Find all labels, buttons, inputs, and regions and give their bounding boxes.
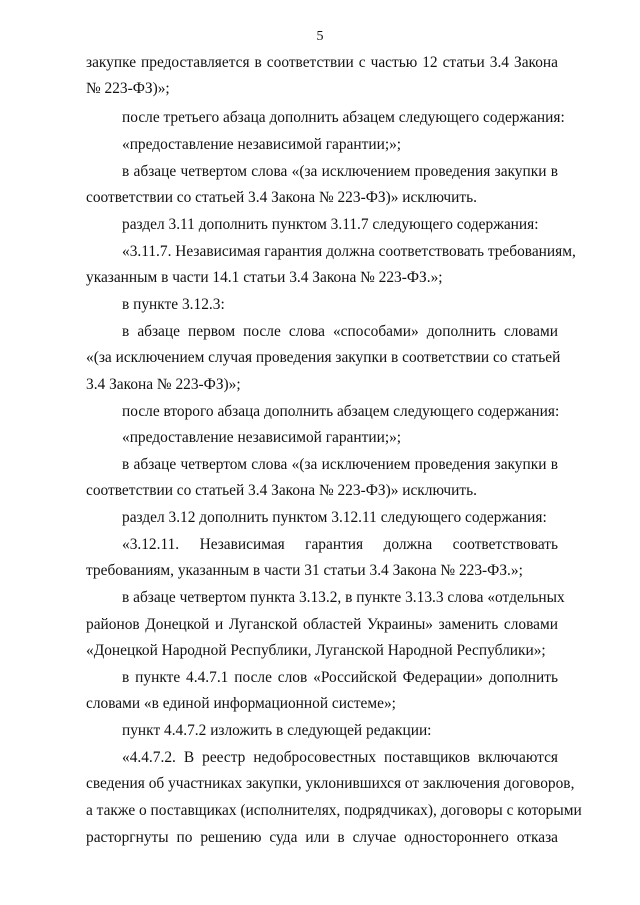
text-line: в абзаце четвертом пункта 3.13.2, в пункте 3.13.3 слова «отдельных <box>122 589 565 606</box>
text-line: указанным в части 14.1 статьи 3.4 Закона № 223-ФЗ.»; <box>86 269 443 286</box>
text-line: а также о поставщиках (исполнителях, подрядчиках), договоры с которыми <box>86 802 582 819</box>
text-line: в абзаце четвертом слова «(за исключением проведения закупки в <box>122 456 558 473</box>
text-line: № 223-ФЗ)»; <box>86 80 170 97</box>
text-line: районов Донецкой и Луганской областей Украины» заменить словами <box>86 616 558 633</box>
text-line: раздел 3.11 дополнить пунктом 3.11.7 следующего содержания: <box>122 216 539 233</box>
text-line: раздел 3.12 дополнить пунктом 3.12.11 следующего содержания: <box>122 509 547 526</box>
text-line: «4.4.7.2. В реестр недобросовестных поставщиков включаются <box>122 749 558 766</box>
text-line: расторгнуты по решению суда или в случае одностороннего отказа <box>86 829 558 846</box>
text-line: пункт 4.4.7.2 изложить в следующей редакции: <box>122 722 432 739</box>
text-line: «предоставление независимой гарантии;»; <box>122 429 402 446</box>
page-number: 5 <box>316 29 324 44</box>
text-line: в пункте 3.12.3: <box>122 296 225 313</box>
text-line: «Донецкой Народной Республики, Луганской Народной Республики»; <box>86 642 546 659</box>
text-line: закупке предоставляется в соответствии с частью 12 статьи 3.4 Закона <box>86 54 558 71</box>
text-line: в абзаце первом после слова «способами» дополнить словами <box>122 323 558 340</box>
text-line: «(за исключением случая проведения закупки в соответствии со статьей <box>86 349 561 366</box>
text-line: в пункте 4.4.7.1 после слов «Российской Федерации» дополнить <box>122 669 558 686</box>
text-line: соответствии со статьей 3.4 Закона № 223-ФЗ)» исключить. <box>86 189 477 206</box>
text-line: сведения об участниках закупки, уклонившихся от заключения договоров, <box>86 775 575 792</box>
text-line: требованиям, указанным в части 31 статьи 3.4 Закона № 223-ФЗ.»; <box>86 562 523 579</box>
text-line: соответствии со статьей 3.4 Закона № 223-ФЗ)» исключить. <box>86 482 477 499</box>
text-line: после второго абзаца дополнить абзацем следующего содержания: <box>122 403 560 420</box>
text-line: «предоставление независимой гарантии;»; <box>122 136 402 153</box>
text-line: словами «в единой информационной системе»; <box>86 695 396 712</box>
text-line: 3.4 Закона № 223-ФЗ)»; <box>86 376 241 393</box>
text-line: после третьего абзаца дополнить абзацем следующего содержания: <box>122 109 565 126</box>
text-line: «3.12.11. Независимая гарантия должна соответствовать <box>122 536 558 553</box>
text-line: в абзаце четвертом слова «(за исключением проведения закупки в <box>122 163 558 180</box>
text-line: «3.11.7. Независимая гарантия должна соответствовать требованиям, <box>122 243 576 260</box>
